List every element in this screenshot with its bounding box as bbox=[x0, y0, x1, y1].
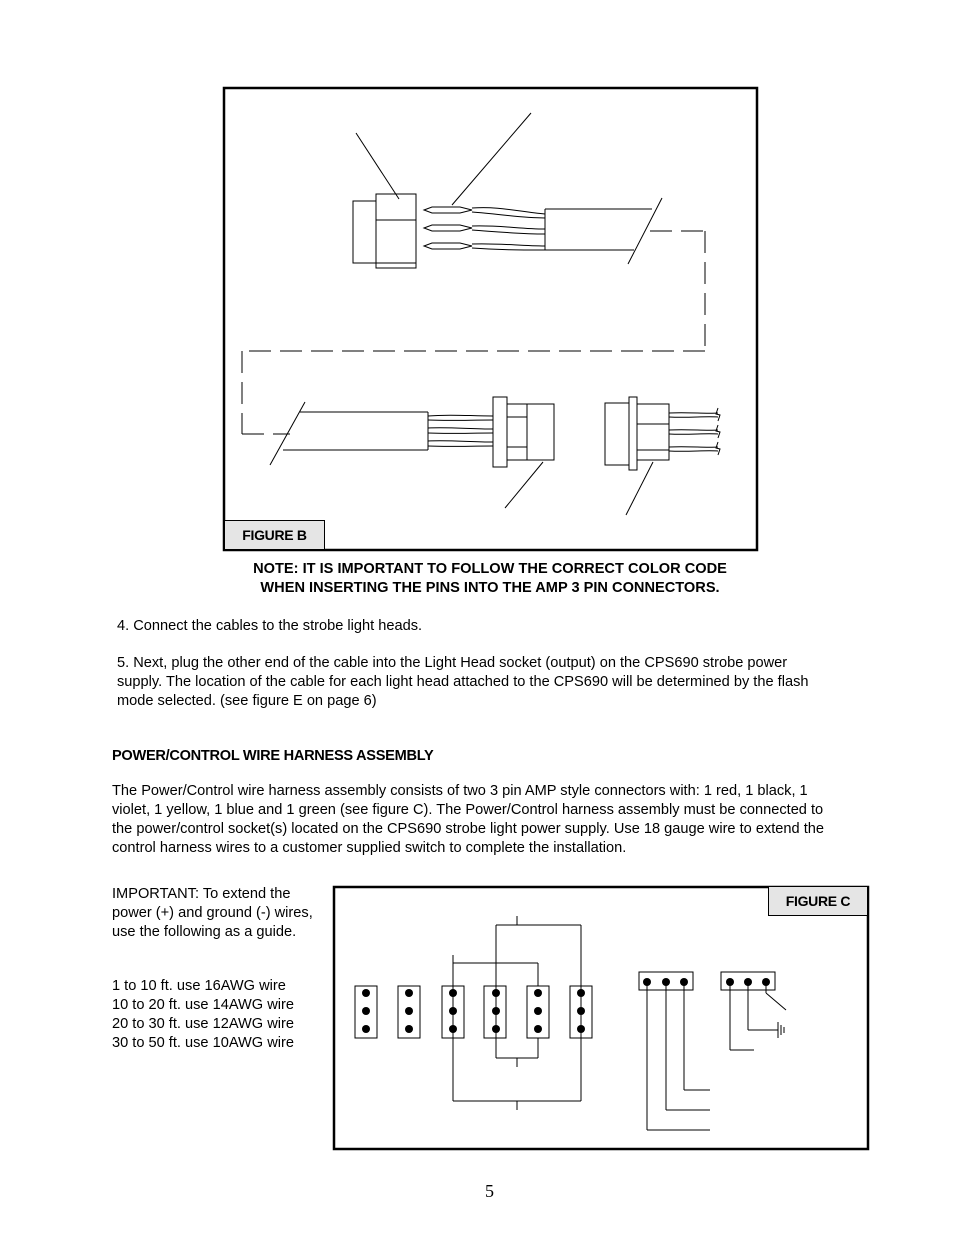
step-5-line: mode selected. (see figure E on page 6) bbox=[117, 693, 377, 709]
figure-b-label: FIGURE B bbox=[224, 520, 325, 550]
important-line: power (+) and ground (-) wires, bbox=[112, 905, 313, 921]
section-heading: POWER/CONTROL WIRE HARNESS ASSEMBLY bbox=[112, 748, 434, 764]
note-line-2: WHEN INSERTING THE PINS INTO THE AMP 3 PIN CONNECTORS. bbox=[260, 580, 720, 596]
figure-c-label: FIGURE C bbox=[768, 886, 868, 916]
note-line-1: NOTE: IT IS IMPORTANT TO FOLLOW THE CORRECT COLOR CODE bbox=[253, 561, 727, 577]
paragraph-line: the power/control socket(s) located on the CPS690 strobe light power supply. Use 18 gauge wire to extend the bbox=[112, 821, 824, 837]
step-4: 4. Connect the cables to the strobe light heads. bbox=[117, 618, 423, 634]
important-line: use the following as a guide. bbox=[112, 924, 297, 940]
step-5-line: supply. The location of the cable for each light head attached to the CPS690 will be determined by the flash bbox=[117, 674, 809, 690]
step-5-line: 5. Next, plug the other end of the cable into the Light Head socket (output) on the CPS690 strobe power bbox=[117, 655, 788, 671]
important-line: IMPORTANT: To extend the bbox=[112, 886, 291, 902]
guide-line: 1 to 10 ft. use 16AWG wire bbox=[112, 978, 286, 994]
guide-line: 20 to 30 ft. use 12AWG wire bbox=[112, 1016, 294, 1032]
paragraph-line: control harness wires to a customer supplied switch to complete the installation. bbox=[112, 840, 627, 856]
guide-line: 30 to 50 ft. use 10AWG wire bbox=[112, 1035, 294, 1051]
paragraph-line: violet, 1 yellow, 1 blue and 1 green (see figure C). The Power/Control harness assembly must be connected to bbox=[112, 802, 824, 818]
paragraph-line: The Power/Control wire harness assembly consists of two 3 pin AMP style connectors with: 1 red, 1 black, 1 bbox=[112, 783, 808, 799]
page-number: 5 bbox=[485, 1181, 494, 1201]
guide-line: 10 to 20 ft. use 14AWG wire bbox=[112, 997, 294, 1013]
